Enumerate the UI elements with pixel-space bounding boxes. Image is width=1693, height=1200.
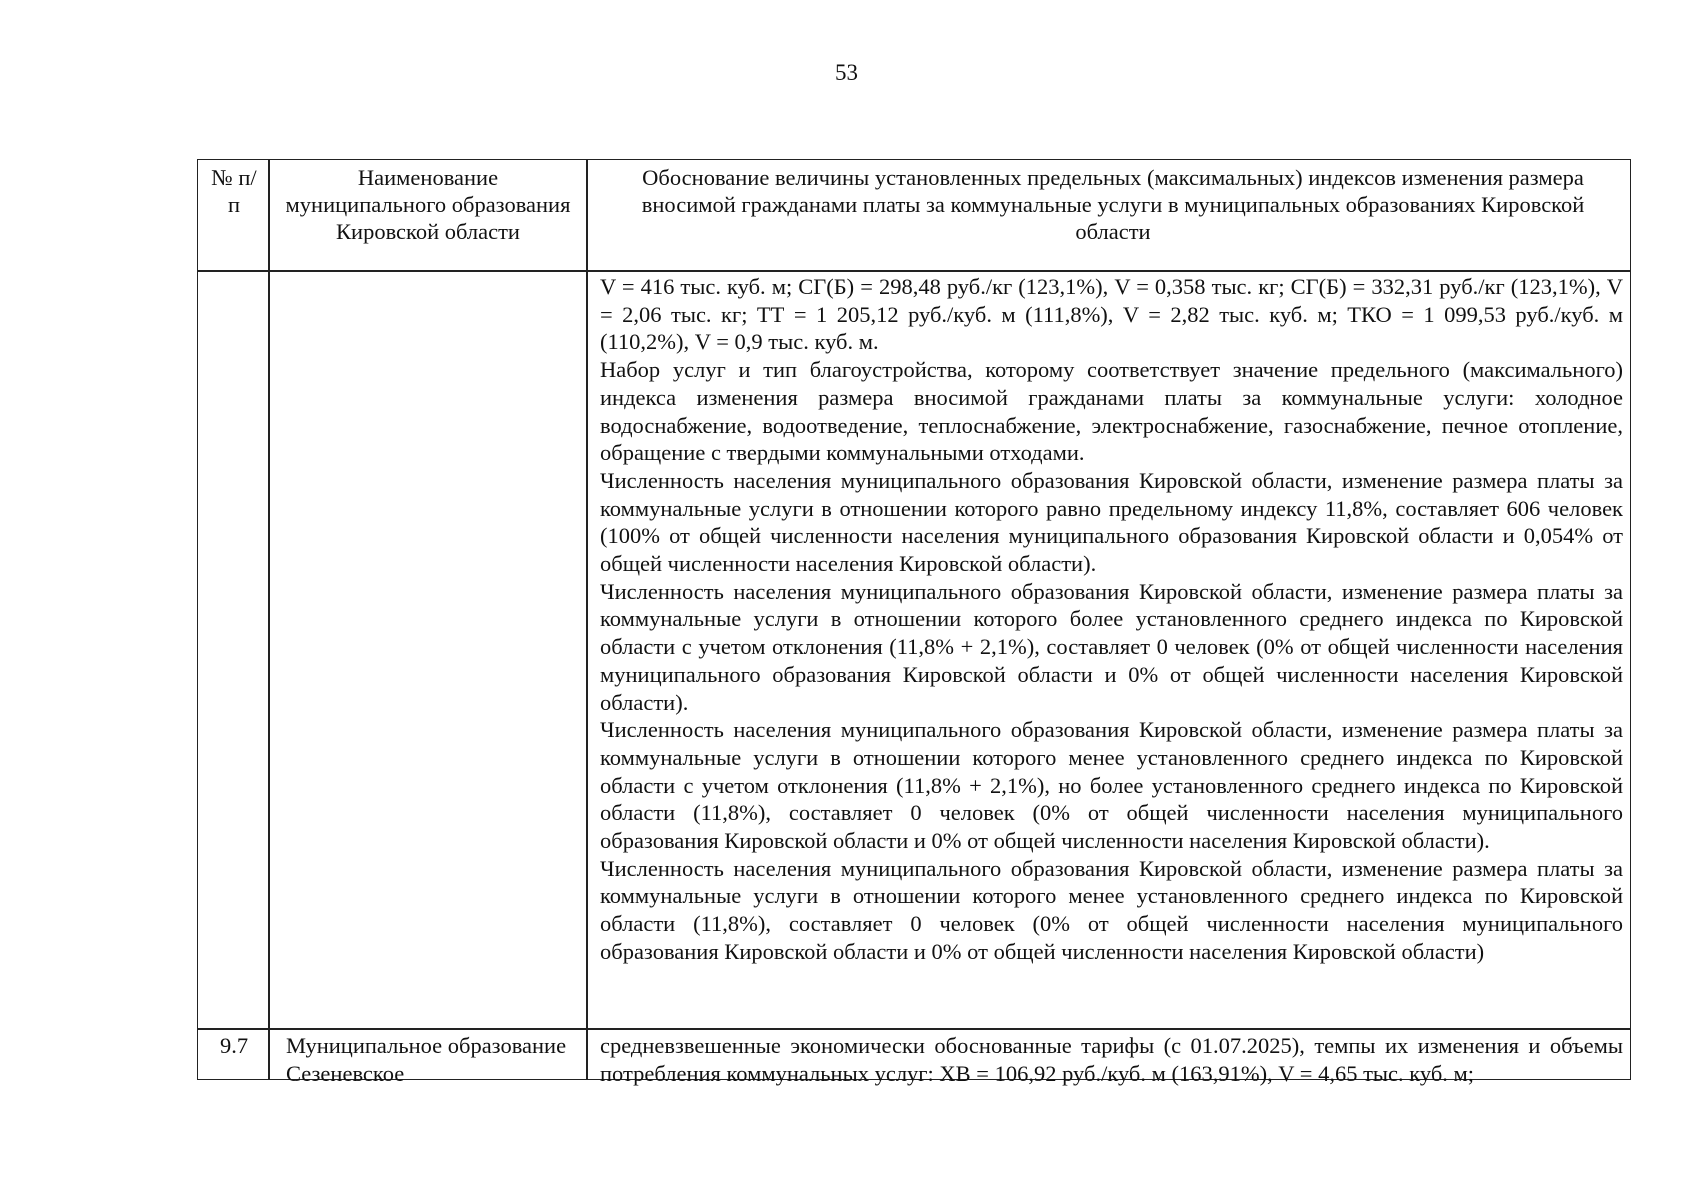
column-divider bbox=[586, 160, 588, 1079]
column-divider bbox=[268, 160, 270, 1079]
row-divider bbox=[198, 1028, 1630, 1030]
justification-table bbox=[197, 159, 1631, 1086]
row-number: 9.7 bbox=[219, 1033, 249, 1058]
justification-paragraph: Набор услуг и тип благоустройства, которому соответствует значение предельного (максимального) индекса изменения размера вносимой гражданами платы за коммунальные услуги: холодное водоснабжение, водоотведение, теплоснабжение, электроснабжение, газоснабжение, печное отопление, обращение с твердыми коммунальными отходами. bbox=[600, 357, 1623, 466]
justification-paragraph: V = 416 тыс. куб. м; СГ(Б) = 298,48 руб./кг (123,1%), V = 0,358 тыс. кг; СГ(Б) = 332,31 руб./кг (123,1%), V = 2,06 тыс. кг; ТТ = 1 205,12 руб./куб. м (111,8%), V = 2,82 тыс. куб. м; ТКО = 1 099,53 руб./куб. м (110,2%), V = 0,9 тыс. куб. м. bbox=[600, 274, 1623, 355]
justification-paragraph: Численность населения муниципального образования Кировской области, изменение размера платы за коммунальные услуги в отношении которого более установленного среднего индекса по Кировской области с учетом отклонения (11,8% + 2,1%), составляет 0 человек (0% от общей численности населения муниципального образования Кировской области и 0% от общей численности населения Кировской области). bbox=[600, 578, 1623, 715]
page-number: 53 bbox=[835, 60, 858, 85]
header-justification: Обоснование величины установленных предельных (максимальных) индексов изменения размера вносимой гражданами платы за коммунальные услуги в муниципальных образованиях Кировской области bbox=[641, 165, 1585, 244]
justification-paragraph: Численность населения муниципального образования Кировской области, изменение размера платы за коммунальные услуги в отношении которого равно предельному индексу 11,8%, составляет 606 человек (100% от общей численности населения муниципального образования Кировской области и 0,054% от общей численности населения Кировской области). bbox=[600, 467, 1623, 577]
justification-paragraph: Численность населения муниципального образования Кировской области, изменение размера платы за коммунальные услуги в отношении которого менее установленного среднего индекса по Кировской области с учетом отклонения (11,8% + 2,1%), но более установленного среднего индекса по Кировской области (11,8%), составляет 0 человек (0% от общей численности населения муниципального образования Кировской области и 0% от общей численности населения Кировской области). bbox=[600, 717, 1623, 854]
row-divider bbox=[198, 270, 1630, 272]
row-justification bbox=[600, 1032, 1623, 1087]
header-num: № п/п bbox=[211, 165, 257, 217]
justification-paragraph: средневзвешенные экономически обоснованные тарифы (с 01.07.2025), темпы их изменения и объемы потребления коммунальных услуг: ХВ = 106,92 руб./куб. м (163,91%), V = 4,65 тыс. куб. м; bbox=[600, 1033, 1623, 1086]
header-municipality: Наименование муниципального образования Кировской области bbox=[285, 165, 571, 244]
row-justification bbox=[600, 273, 1623, 966]
justification-paragraph: Численность населения муниципального образования Кировской области, изменение размера платы за коммунальные услуги в отношении которого менее установленного среднего индекса по Кировской области (11,8%), составляет 0 человек (0% от общей численности населения муниципального образования Кировской области и 0% от общей численности населения Кировской области) bbox=[600, 855, 1623, 964]
row-municipality-name: Муниципальное образование Сезеневское bbox=[286, 1033, 567, 1086]
